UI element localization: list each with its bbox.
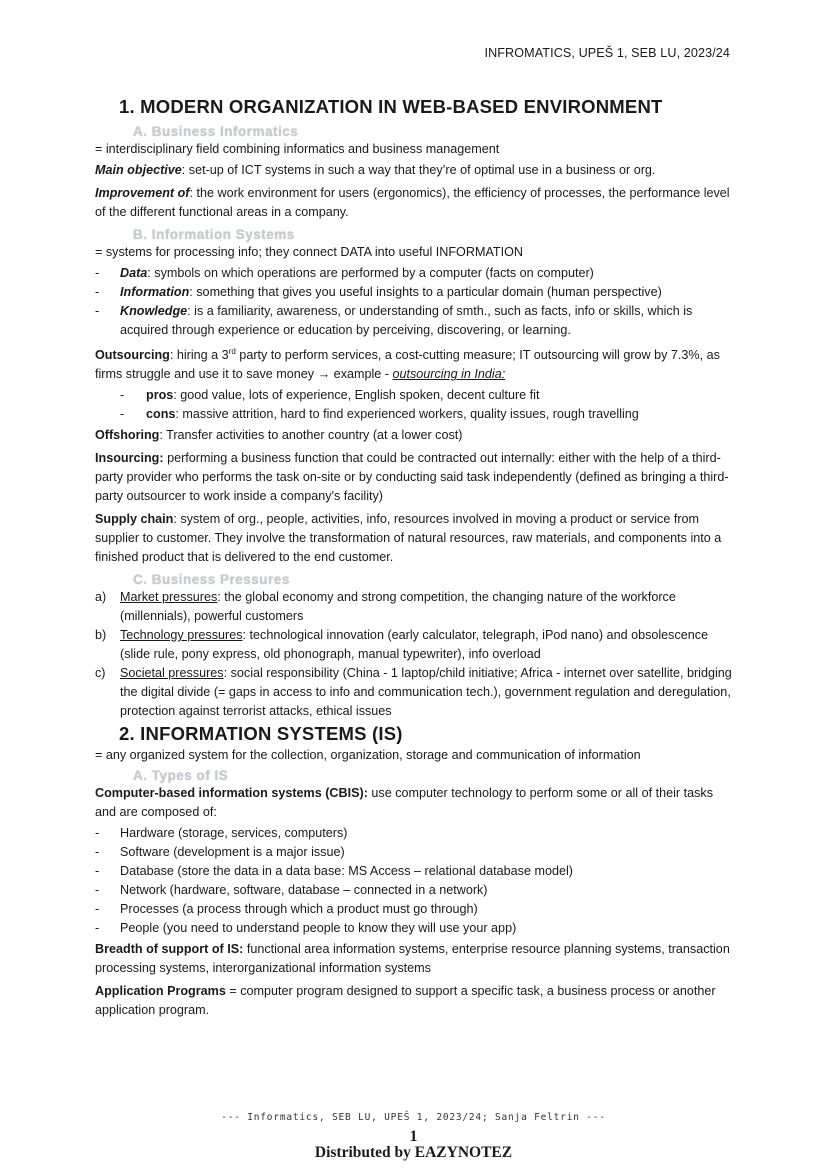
subsection-1a-title: A. Business Informatics — [133, 124, 299, 139]
list-item — [95, 664, 735, 721]
pros-cons-list — [95, 386, 735, 424]
list-marker: c) — [95, 666, 106, 681]
distributed-by-note: Distributed by EAZYNOTEZ — [314, 1144, 513, 1161]
subsection-1b-title: B. Information Systems — [133, 227, 295, 242]
offshoring-label: Offshoring — [95, 428, 160, 443]
footer-line: --- Informatics, SEB LU, UPEŠ 1, 2023/24; Sanja Feltrin --- — [221, 1112, 606, 1123]
data-info-knowledge-list — [95, 264, 735, 340]
list-item: - Hardware (storage, services, computers) — [95, 824, 735, 843]
technology-pressures-label: Technology pressures — [120, 628, 243, 643]
societal-pressures-text: : social responsibility (China - 1 laptop/child initiative; Africa - internet over satellite, bridging the digital divide (= gaps in access to info and communication tech.), government regulation and deregulation, protection against terrorist attacks, ethical issues — [120, 666, 732, 719]
improvement-label: Improvement of — [95, 186, 190, 200]
list-marker: a) — [95, 590, 107, 605]
section-2-definition: = any organized system for the collection, organization, storage and communication of information — [95, 748, 641, 763]
breadth-paragraph — [95, 940, 735, 978]
improvement-text: : the work environment for users (ergonomics), the efficiency of processes, the performance level of the different functional areas in a company. — [95, 186, 730, 219]
list-item — [95, 588, 735, 626]
outsourcing-label: Outsourcing — [95, 348, 170, 363]
cbis-text: use computer technology to perform some or all of their tasks and are composed of: — [95, 786, 713, 820]
list-item: - Database (store the data in a data base: MS Access – relational database model) — [95, 862, 735, 881]
main-objective-text: : set-up of ICT systems in such a way that they’re of optimal use in a business or org. — [181, 163, 656, 177]
societal-pressures-label: Societal pressures — [120, 666, 224, 681]
breadth-text: functional area information systems, enterprise resource planning systems, transaction processing systems, interorganizational information systems — [95, 942, 730, 976]
market-pressures-text: : the global economy and strong competition, the changing nature of the workforce (millennials), powerful customers — [120, 590, 676, 624]
pros-label: pros — [146, 388, 174, 403]
term-knowledge-text: : is a familiarity, awareness, or understanding of smth., such as facts, info or skills, which is acquired through experience or education by perceiving, discovering, or learning. — [120, 304, 693, 337]
business-informatics-definition: = interdisciplinary field combining informatics and business management — [95, 142, 500, 156]
term-data: Data — [120, 266, 148, 280]
subsection-2a-title: A. Types of IS — [133, 768, 229, 784]
cbis-paragraph — [95, 784, 735, 822]
cbis-label: Computer-based information systems (CBIS): — [95, 786, 368, 801]
term-information: Information — [120, 285, 190, 299]
information-systems-definition: = systems for processing info; they connect DATA into useful INFORMATION — [95, 245, 523, 259]
application-programs-text: = computer program designed to support a specific task, a business process or another application program. — [95, 984, 716, 1018]
ordinal-superscript: rd — [228, 347, 236, 356]
list-item — [95, 264, 735, 283]
cbis-components-list — [95, 824, 735, 938]
main-objective-paragraph — [95, 161, 735, 180]
pros-text: : good value, lots of experience, English spoken, decent culture fit — [173, 388, 540, 403]
cons-text: : massive attrition, hard to find experienced workers, quality issues, rough travelling — [175, 407, 639, 422]
technology-pressures-text: : technological innovation (early calculator, telegraph, iPod nano) and obsolescence (slide rule, pony express, old phonograph, manual typewriter), info overload — [120, 628, 709, 662]
insourcing-label: Insourcing: — [95, 451, 164, 466]
list-item: - Network (hardware, software, database – connected in a network) — [95, 881, 735, 900]
outsourcing-india-link[interactable]: outsourcing in India: — [392, 367, 506, 382]
offshoring-text: : Transfer activities to another country (at a lower cost) — [159, 428, 463, 443]
cons-label: cons — [146, 407, 176, 422]
insourcing-paragraph — [95, 449, 735, 506]
term-knowledge: Knowledge — [120, 304, 188, 318]
list-item — [95, 626, 735, 664]
improvement-paragraph — [95, 184, 735, 222]
content-column — [95, 95, 735, 1024]
insourcing-text: performing a business function that could be contracted out internally: either with the help of a third-party provider who performs the task on-site or by conducting said task independently (defined as bringing a third-party outsourcer to work inside a company's facility) — [95, 451, 729, 504]
term-data-text: : symbols on which operations are performed by a computer (facts on computer) — [147, 266, 594, 280]
list-item: - pros: good value, lots of experience, English spoken, decent culture fit — [120, 388, 540, 403]
application-programs-paragraph — [95, 982, 735, 1020]
offshoring-paragraph — [95, 426, 735, 445]
business-pressures-list — [95, 588, 735, 721]
running-header: INFROMATICS, UPEŠ 1, SEB LU, 2023/24 — [484, 46, 730, 60]
outsourcing-text-cont: party to perform services, a cost-cutting measure; IT outsourcing will grow by 7.3%, as firms struggle and use it to save money → example - — [95, 348, 720, 382]
page-number: 1 — [409, 1128, 418, 1145]
list-item: - People (you need to understand people to know they will use your app) — [95, 919, 735, 938]
supply-chain-label: Supply chain — [95, 512, 174, 527]
market-pressures-label: Market pressures — [120, 590, 218, 605]
list-item: - Processes (a process through which a product must go through) — [95, 900, 735, 919]
main-objective-label: Main objective — [95, 163, 182, 177]
term-information-text: : something that gives you useful insights to a particular domain (human perspective) — [189, 285, 662, 299]
outsourcing-text: : hiring a 3 — [169, 348, 229, 363]
list-item: - cons: massive attrition, hard to find experienced workers, quality issues, rough travelling — [120, 407, 639, 422]
breadth-label: Breadth of support of IS: — [95, 942, 244, 957]
outsourcing-paragraph — [95, 342, 735, 384]
list-item — [95, 283, 735, 302]
list-item: - Software (development is a major issue) — [95, 843, 735, 862]
supply-chain-text: : system of org., people, activities, info, resources involved in moving a product or service from supplier to customer. They involve the transformation of natural resources, raw materials, and components into a finished product that is delivered to the end customer. — [95, 512, 722, 565]
supply-chain-paragraph — [95, 510, 735, 567]
list-marker: b) — [95, 628, 107, 643]
section-2-title: 2. INFORMATION SYSTEMS (IS) — [119, 723, 403, 745]
section-1-title: 1. MODERN ORGANIZATION IN WEB-BASED ENVIRONMENT — [119, 96, 663, 117]
application-programs-label: Application Programs — [95, 984, 226, 999]
list-item — [95, 302, 735, 340]
subsection-1c-title: C. Business Pressures — [133, 572, 290, 588]
